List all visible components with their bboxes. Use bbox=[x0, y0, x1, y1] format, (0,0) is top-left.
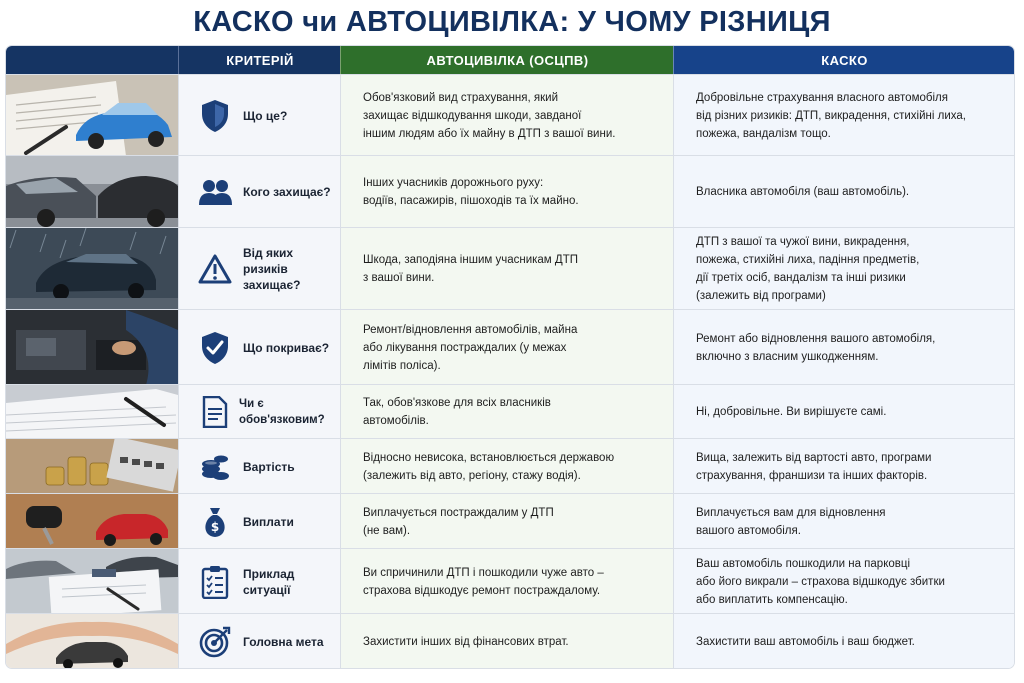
criterion-cell bbox=[178, 310, 341, 385]
money-bag-icon bbox=[195, 502, 235, 542]
document-icon bbox=[195, 392, 235, 432]
photo-key-and-car bbox=[6, 494, 178, 549]
criterion-label: Вартість bbox=[243, 459, 295, 474]
osc-text: Відносно невисока, встановлюється державою (залежить від авто, регіону, стажу водія). bbox=[363, 451, 615, 482]
header-criterion: КРИТЕРІЙ bbox=[178, 46, 341, 74]
table-row-what-is-it bbox=[6, 74, 1014, 156]
kasko-cell bbox=[673, 549, 1014, 614]
criterion-cell bbox=[178, 494, 341, 549]
header-kasko: КАСКО bbox=[673, 46, 1014, 74]
kasko-text: Добровільне страхування власного автомобіля від різних ризиків: ДТП, викрадення, стихійні лиха, пожежа, вандалізм тощо. bbox=[696, 91, 966, 140]
photo-contract-and-car bbox=[6, 75, 178, 156]
kasko-cell bbox=[673, 310, 1014, 385]
osc-text: Ви спричинили ДТП і пошкодили чуже авто – страхова відшкодує ремонт постраждалому. bbox=[363, 566, 604, 597]
table-row-coverage bbox=[6, 309, 1014, 385]
page-title: КАСКО чи АВТОЦИВІЛКА: У ЧОМУ РІЗНИЦЯ bbox=[193, 6, 831, 38]
kasko-text: Ваш автомобіль пошкодили на парковці або його викрали – страхова відшкодує збитки або виплатить компенсацію. bbox=[696, 557, 945, 606]
table-row-cost bbox=[6, 438, 1014, 494]
photo-parking-clipboard bbox=[6, 549, 178, 614]
people-icon bbox=[195, 172, 235, 212]
photo-car-in-rain bbox=[6, 228, 178, 310]
photo-car-collision bbox=[6, 156, 178, 228]
criterion-label: Виплати bbox=[243, 514, 294, 529]
table-row-who-protects bbox=[6, 155, 1014, 228]
osc-text: Так, обов'язкове для всіх власників автомобілів. bbox=[363, 397, 551, 427]
kasko-cell bbox=[673, 228, 1014, 310]
osc-cell bbox=[340, 75, 674, 156]
table-row-example bbox=[6, 548, 1014, 614]
warning-icon bbox=[195, 249, 235, 289]
checklist-icon bbox=[195, 562, 235, 602]
osc-cell bbox=[340, 385, 674, 439]
kasko-text: ДТП з вашої та чужої вини, викрадення, пожежа, стихійні лиха, падіння предметів, дії третіх осіб, вандалізм та інші ризики (залежить від програми) bbox=[696, 236, 920, 302]
photo-documents-pen bbox=[6, 385, 178, 439]
kasko-text: Виплачується вам для відновлення вашого автомобіля. bbox=[696, 506, 886, 537]
criterion-label: Що покриває? bbox=[243, 340, 330, 355]
criterion-label: Що це? bbox=[243, 108, 288, 123]
photo-coins-calculator bbox=[6, 439, 178, 494]
criterion-label: Приклад ситуації bbox=[243, 566, 295, 597]
osc-text: Ремонт/відновлення автомобілів, майна або лікування постраждалих (у межах лімітів поліса). bbox=[363, 323, 578, 372]
osc-cell bbox=[340, 614, 674, 668]
osc-text: Захистити інших від фінансових втрат. bbox=[363, 635, 569, 648]
target-icon bbox=[195, 622, 235, 662]
shield-check-icon bbox=[195, 328, 235, 368]
kasko-cell bbox=[673, 75, 1014, 156]
svg-text:$: $ bbox=[210, 519, 220, 534]
table-row-payouts bbox=[6, 493, 1014, 549]
criterion-label: Кого захищає? bbox=[243, 185, 331, 199]
kasko-cell bbox=[673, 385, 1014, 439]
osc-text: Виплачується постраждалим у ДТП (не вам). bbox=[363, 506, 554, 537]
kasko-cell bbox=[673, 156, 1014, 228]
criterion-cell bbox=[178, 549, 341, 614]
kasko-text: Власника автомобіля (ваш автомобіль). bbox=[696, 186, 910, 198]
kasko-text: Вища, залежить від вартості авто, програми страхування, франшизи та інших факторів. bbox=[696, 451, 932, 482]
coins-icon bbox=[195, 447, 235, 487]
table-row-mandatory bbox=[6, 384, 1014, 439]
kasko-cell bbox=[673, 614, 1014, 668]
osc-text: Шкода, заподіяна іншим учасникам ДТП з вашої вини. bbox=[363, 254, 578, 284]
photo-hands-protecting-car bbox=[6, 614, 178, 668]
criterion-cell bbox=[178, 385, 341, 439]
osc-text: Інших учасників дорожнього руху: водіїв, пасажирів, пішоходів та їх майно. bbox=[363, 177, 579, 207]
kasko-cell bbox=[673, 494, 1014, 549]
kasko-text: Захистити ваш автомобіль і ваш бюджет. bbox=[696, 635, 915, 648]
table-row-risks bbox=[6, 227, 1014, 310]
header-osc: АВТОЦИВІЛКА (ОСЦПВ) bbox=[340, 46, 674, 74]
osc-cell bbox=[340, 156, 674, 228]
criterion-label: Від яких ризиків захищає? bbox=[243, 246, 301, 292]
criterion-cell bbox=[178, 156, 341, 228]
header-photo-column bbox=[6, 46, 178, 74]
criterion-label: Чи є обов'язковим? bbox=[239, 398, 325, 426]
criterion-cell bbox=[178, 439, 341, 494]
kasko-cell bbox=[673, 439, 1014, 494]
criterion-label: Головна мета bbox=[243, 634, 324, 649]
comparison-table bbox=[6, 46, 1014, 668]
osc-cell bbox=[340, 228, 674, 310]
osc-cell bbox=[340, 549, 674, 614]
criterion-cell bbox=[178, 228, 341, 310]
kasko-text: Ні, добровільне. Ви вирішуєте самі. bbox=[696, 406, 887, 418]
osc-cell bbox=[340, 310, 674, 385]
shield-icon bbox=[195, 96, 235, 136]
osc-cell bbox=[340, 439, 674, 494]
osc-text: Обов'язковий вид страхування, який захищає відшкодування шкоди, завданої іншим людям або їх майну в ДТП з вашої вини. bbox=[363, 91, 616, 140]
table-row-main-goal bbox=[6, 613, 1014, 668]
criterion-cell bbox=[178, 75, 341, 156]
osc-cell bbox=[340, 494, 674, 549]
photo-engine-repair bbox=[6, 310, 178, 385]
kasko-text: Ремонт або відновлення вашого автомобіля, включно з власним ушкодженням. bbox=[696, 332, 936, 363]
criterion-cell bbox=[178, 614, 341, 668]
